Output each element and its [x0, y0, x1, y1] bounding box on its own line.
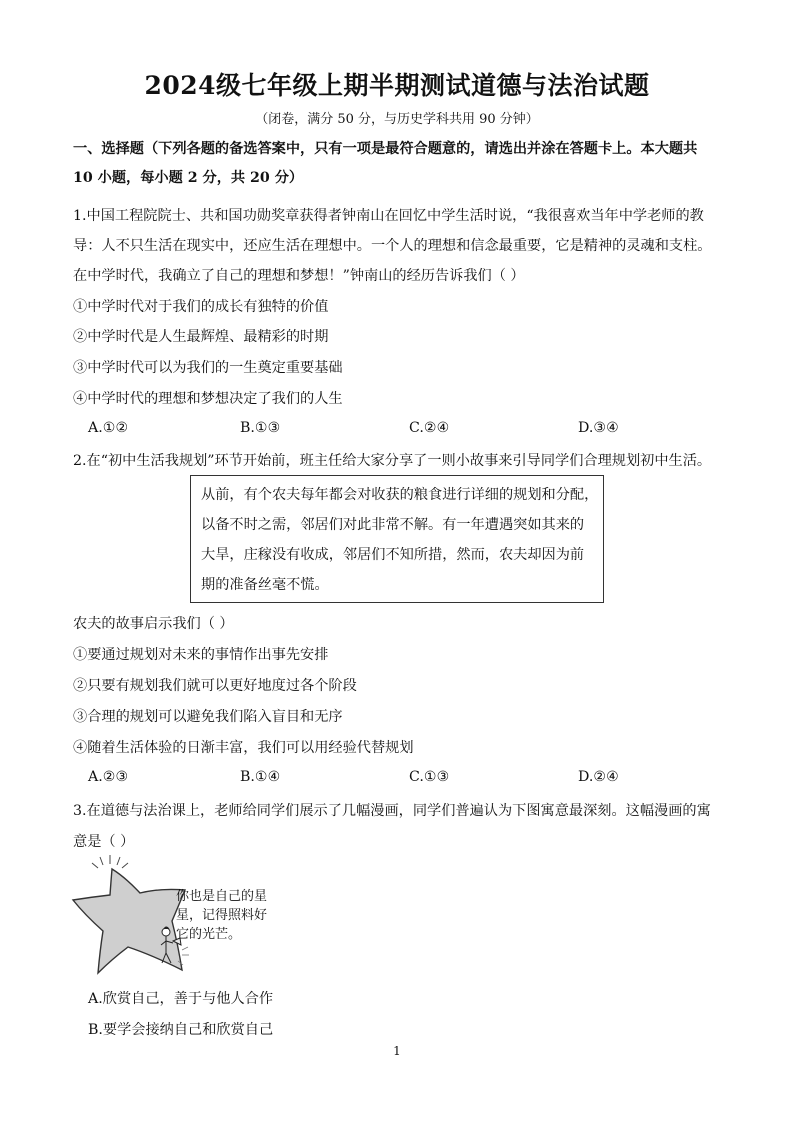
q2-option-c[interactable]: C.①③ [409, 769, 450, 785]
q2-item-3: ③合理的规划可以避免我们陷入盲目和无序 [73, 709, 343, 725]
q2-question: 农夫的故事启示我们（ ） [73, 616, 234, 632]
q1-stem-line1: 1.中国工程院院士、共和国功勋奖章获得者钟南山在回忆中学生活时说，“我很喜欢当年中学老师的教 [73, 208, 704, 224]
exam-subtitle: （闭卷，满分 50 分，与历史学科共用 90 分钟） [255, 112, 539, 127]
q2-story-line2: 以备不时之需，邻居们对此非常不解。有一年遭遇突如其来的 [201, 517, 585, 533]
q3-stem-line2: 意是（ ） [73, 834, 135, 850]
q2-option-b[interactable]: B.①④ [240, 769, 281, 785]
q3-option-a[interactable]: A.欣赏自己，善于与他人合作 [88, 991, 274, 1007]
comic-caption-line1: 你也是自己的星 [176, 889, 268, 904]
q1-option-b[interactable]: B.①③ [240, 420, 281, 436]
comic-caption-line2: 星，记得照料好 [176, 908, 268, 923]
q1-option-a[interactable]: A.①② [88, 420, 129, 436]
star-comic [70, 855, 290, 980]
q2-option-d[interactable]: D.②④ [578, 769, 619, 785]
q1-item-2: ②中学时代是人生最辉煌、最精彩的时期 [73, 329, 329, 345]
q1-item-4: ④中学时代的理想和梦想决定了我们的人生 [73, 391, 343, 407]
page-number: 1 [393, 1044, 401, 1058]
q2-item-1: ①要通过规划对未来的事情作出事先安排 [73, 647, 329, 663]
q2-stem: 2.在“初中生活我规划”环节开始前，班主任给大家分享了一则小故事来引导同学们合理规划初中生活。 [73, 453, 712, 469]
page-title: 2024级七年级上期半期测试道德与法治试题 [144, 71, 650, 100]
section-heading-line2: 10 小题，每小题 2 分，共 20 分） [73, 170, 304, 186]
q3-option-b[interactable]: B.要学会接纳自己和欣赏自己 [88, 1022, 274, 1038]
q2-option-a[interactable]: A.②③ [88, 769, 129, 785]
q1-item-3: ③中学时代可以为我们的一生奠定重要基础 [73, 360, 343, 376]
q2-story-box [190, 475, 604, 603]
q1-item-1: ①中学时代对于我们的成长有独特的价值 [73, 299, 329, 315]
q2-story-line1: 从前，有个农夫每年都会对收获的粮食进行详细的规划和分配， [201, 487, 599, 503]
q1-stem-line3: 在中学时代，我确立了自己的理想和梦想！”钟南山的经历告诉我们（ ） [73, 268, 525, 284]
section-heading-line1: 一、选择题（下列各题的备选答案中，只有一项是最符合题意的，请选出并涂在答题卡上。本大题共 [73, 141, 698, 157]
q3-stem-line1: 3.在道德与法治课上，老师给同学们展示了几幅漫画，同学们普遍认为下图寓意最深刻。这幅漫画的寓 [73, 803, 711, 819]
q2-item-4: ④随着生活体验的日渐丰富，我们可以用经验代替规划 [73, 740, 414, 756]
q1-option-c[interactable]: C.②④ [409, 420, 450, 436]
q1-stem-line2: 导：人不只生活在现实中，还应生活在理想中。一个人的理想和信念最重要，它是精神的灵魂和支柱。 [73, 238, 712, 254]
q2-story-line3: 大旱，庄稼没有收成，邻居们不知所措，然而，农夫却因为前 [201, 547, 585, 563]
q1-option-d[interactable]: D.③④ [578, 420, 619, 436]
comic-caption-line3: 它的光芒。 [176, 927, 242, 942]
q2-item-2: ②只要有规划我们就可以更好地度过各个阶段 [73, 678, 357, 694]
q2-story-line4: 期的准备丝毫不慌。 [201, 577, 329, 593]
